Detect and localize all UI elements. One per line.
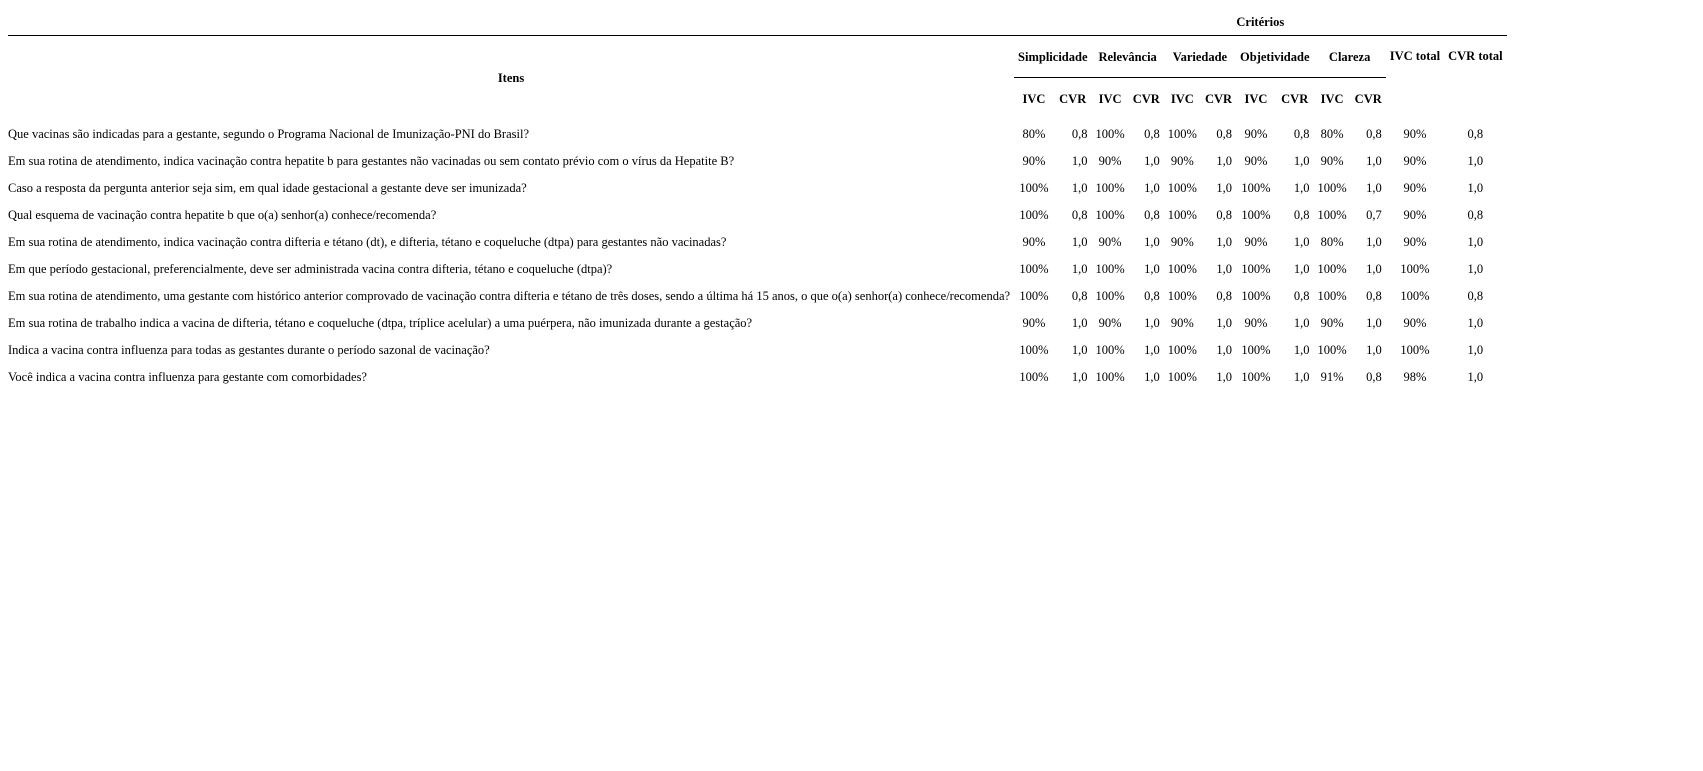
cell-value: 1,0 (1071, 369, 1088, 384)
sub-ivc: IVC (1022, 92, 1046, 106)
ivc-total-header: IVC total (1389, 49, 1441, 63)
cell-value: 80% (1320, 234, 1344, 249)
item-text: Que vacinas são indicadas para a gestante, segundo o Programa Nacional de Imunização-PNI do Brasil? (8, 126, 529, 141)
cell-value: 0,8 (1366, 288, 1382, 303)
item-text: Você indica a vacina contra influenza para gestante com comorbidades? (8, 369, 367, 384)
cell-value: 91% (1320, 369, 1344, 384)
ivc-total: 90% (1403, 234, 1427, 249)
cell-value: 0,8 (1216, 207, 1233, 222)
cell-value: 0,7 (1366, 207, 1382, 222)
cell-value: 0,8 (1293, 207, 1310, 222)
cell-value: 100% (1167, 288, 1197, 303)
ivc-total: 90% (1403, 126, 1427, 141)
cell-value: 100% (1019, 261, 1049, 276)
table-row (8, 174, 1507, 201)
group-simplicidade: Simplicidade (1014, 36, 1091, 78)
cell-value: 1,0 (1293, 180, 1310, 195)
cell-value: 1,0 (1144, 342, 1160, 357)
group-objetividade: Objetividade (1236, 36, 1313, 78)
cell-value: 0,8 (1366, 369, 1382, 384)
cell-value: 1,0 (1293, 369, 1310, 384)
cell-value: 1,0 (1071, 315, 1088, 330)
cell-value: 90% (1244, 234, 1268, 249)
cvr-total: 0,8 (1467, 288, 1484, 303)
sub-ivc: IVC (1170, 92, 1194, 106)
table-row (8, 363, 1507, 390)
cell-value: 1,0 (1071, 342, 1088, 357)
item-text: Qual esquema de vacinação contra hepatite b que o(a) senhor(a) conhece/recomenda? (8, 207, 437, 222)
cell-value: 1,0 (1293, 342, 1310, 357)
cell-value: 1,0 (1144, 369, 1160, 384)
cell-value: 1,0 (1144, 180, 1160, 195)
cell-value: 1,0 (1216, 342, 1233, 357)
table-row (8, 336, 1507, 363)
table-row (8, 282, 1507, 309)
cell-value: 1,0 (1216, 180, 1233, 195)
cell-value: 90% (1320, 153, 1344, 168)
cell-value: 0,8 (1366, 126, 1382, 141)
table-row (8, 147, 1507, 174)
cvr-total: 1,0 (1467, 153, 1484, 168)
cell-value: 90% (1098, 315, 1122, 330)
cell-value: 100% (1241, 207, 1271, 222)
cell-value: 100% (1241, 342, 1271, 357)
cell-value: 1,0 (1216, 315, 1233, 330)
cell-value: 90% (1320, 315, 1344, 330)
item-text: Em que período gestacional, preferencialmente, deve ser administrada vacina contra difteria, tétano e coqueluche (dtpa)? (8, 261, 613, 276)
cvr-total: 1,0 (1467, 261, 1484, 276)
item-text: Em sua rotina de atendimento, indica vacinação contra difteria e tétano (dt), e difteria, tétano e coqueluche (dtpa) para gestantes não vacinadas? (8, 234, 727, 249)
ivc-total: 90% (1403, 207, 1427, 222)
cell-value: 0,8 (1144, 126, 1160, 141)
cell-value: 100% (1167, 342, 1197, 357)
table-row (8, 120, 1507, 147)
cell-value: 100% (1095, 369, 1125, 384)
table-body (8, 120, 1507, 390)
cell-value: 0,8 (1071, 207, 1088, 222)
cell-value: 1,0 (1293, 261, 1310, 276)
cell-value: 90% (1244, 315, 1268, 330)
cell-value: 100% (1167, 369, 1197, 384)
cvr-total: 1,0 (1467, 234, 1484, 249)
ivc-total: 100% (1400, 288, 1430, 303)
cell-value: 90% (1170, 153, 1194, 168)
cell-value: 90% (1022, 153, 1046, 168)
ivc-total: 100% (1400, 342, 1430, 357)
validation-table (8, 8, 1507, 390)
sub-cvr: CVR (1132, 92, 1160, 106)
group-clareza: Clareza (1314, 36, 1386, 78)
items-header: Itens (497, 71, 525, 85)
cell-value: 1,0 (1366, 315, 1382, 330)
cvr-total: 1,0 (1467, 369, 1484, 384)
cell-value: 100% (1095, 180, 1125, 195)
cell-value: 1,0 (1216, 261, 1233, 276)
cell-value: 100% (1317, 288, 1347, 303)
cell-value: 1,0 (1216, 369, 1233, 384)
group-relevancia: Relevância (1092, 36, 1164, 78)
cell-value: 0,8 (1071, 126, 1088, 141)
cell-value: 0,8 (1216, 288, 1233, 303)
sub-ivc: IVC (1244, 92, 1268, 106)
cell-value: 90% (1098, 153, 1122, 168)
ivc-total: 90% (1403, 315, 1427, 330)
cell-value: 0,8 (1293, 288, 1310, 303)
sub-ivc: IVC (1098, 92, 1122, 106)
cell-value: 100% (1167, 261, 1197, 276)
ivc-total: 90% (1403, 153, 1427, 168)
sub-cvr: CVR (1059, 92, 1087, 106)
cell-value: 1,0 (1216, 153, 1233, 168)
cvr-total: 1,0 (1467, 342, 1484, 357)
cell-value: 100% (1317, 342, 1347, 357)
cell-value: 1,0 (1366, 180, 1382, 195)
cell-value: 80% (1320, 126, 1344, 141)
cell-value: 90% (1244, 126, 1268, 141)
ivc-total: 90% (1403, 180, 1427, 195)
cell-value: 1,0 (1144, 315, 1160, 330)
cell-value: 1,0 (1216, 234, 1233, 249)
table-row (8, 309, 1507, 336)
cell-value: 0,8 (1293, 126, 1310, 141)
cell-value: 100% (1095, 126, 1125, 141)
cell-value: 100% (1019, 369, 1049, 384)
cvr-total: 1,0 (1467, 315, 1484, 330)
item-text: Indica a vacina contra influenza para todas as gestantes durante o período sazonal de vacinação? (8, 342, 490, 357)
cell-value: 100% (1095, 207, 1125, 222)
cell-value: 100% (1019, 288, 1049, 303)
cell-value: 100% (1167, 180, 1197, 195)
cell-value: 90% (1098, 234, 1122, 249)
table-row (8, 201, 1507, 228)
cell-value: 1,0 (1293, 234, 1310, 249)
cell-value: 1,0 (1144, 234, 1160, 249)
sub-cvr: CVR (1354, 92, 1382, 106)
cell-value: 0,8 (1216, 126, 1233, 141)
group-variedade: Variedade (1164, 36, 1236, 78)
cell-value: 1,0 (1366, 234, 1382, 249)
cell-value: 100% (1095, 342, 1125, 357)
criteria-title: Critérios (1236, 14, 1285, 29)
cell-value: 80% (1022, 126, 1046, 141)
cell-value: 90% (1170, 234, 1194, 249)
cell-value: 1,0 (1366, 153, 1382, 168)
cell-value: 90% (1022, 234, 1046, 249)
cell-value: 100% (1167, 126, 1197, 141)
cell-value: 0,8 (1071, 288, 1088, 303)
cell-value: 100% (1241, 369, 1271, 384)
cell-value: 100% (1241, 288, 1271, 303)
item-text: Em sua rotina de trabalho indica a vacina de difteria, tétano e coqueluche (dtpa, tríplice acelular) a uma puérpera, não imunizada durante a gestação? (8, 315, 753, 330)
sub-cvr: CVR (1281, 92, 1309, 106)
item-text: Em sua rotina de atendimento, uma gestante com histórico anterior comprovado de vacinação contra difteria e tétano de três doses, sendo a última há 15 anos, o que o(a) senhor(a) conhece/recomenda? (8, 288, 1011, 303)
cell-value: 100% (1095, 288, 1125, 303)
cell-value: 90% (1022, 315, 1046, 330)
cell-value: 1,0 (1071, 180, 1088, 195)
cell-value: 100% (1095, 261, 1125, 276)
cell-value: 100% (1241, 261, 1271, 276)
cell-value: 1,0 (1071, 261, 1088, 276)
table-row (8, 228, 1507, 255)
cell-value: 100% (1019, 207, 1049, 222)
cell-value: 100% (1019, 342, 1049, 357)
sub-ivc: IVC (1320, 92, 1344, 106)
cvr-total: 1,0 (1467, 180, 1484, 195)
cell-value: 90% (1170, 315, 1194, 330)
table-row (8, 255, 1507, 282)
cell-value: 1,0 (1293, 315, 1310, 330)
ivc-total: 100% (1400, 261, 1430, 276)
cell-value: 100% (1317, 261, 1347, 276)
item-text: Caso a resposta da pergunta anterior seja sim, em qual idade gestacional a gestante deve ser imunizada? (8, 180, 527, 195)
cell-value: 100% (1019, 180, 1049, 195)
cvr-total-header: CVR total (1448, 49, 1503, 63)
cell-value: 100% (1241, 180, 1271, 195)
cell-value: 0,8 (1144, 207, 1160, 222)
cell-value: 1,0 (1366, 261, 1382, 276)
cvr-total: 0,8 (1467, 207, 1484, 222)
cell-value: 100% (1167, 207, 1197, 222)
item-text: Em sua rotina de atendimento, indica vacinação contra hepatite b para gestantes não vacinadas ou sem contato prévio com o vírus da Hepatite B? (8, 153, 735, 168)
ivc-total: 98% (1403, 369, 1427, 384)
cell-value: 1,0 (1071, 234, 1088, 249)
sub-cvr: CVR (1204, 92, 1233, 106)
cell-value: 1,0 (1144, 261, 1160, 276)
cell-value: 1,0 (1293, 153, 1310, 168)
cvr-total: 0,8 (1467, 126, 1484, 141)
cell-value: 1,0 (1366, 342, 1382, 357)
cell-value: 0,8 (1144, 288, 1160, 303)
cell-value: 100% (1317, 207, 1347, 222)
cell-value: 1,0 (1071, 153, 1088, 168)
cell-value: 1,0 (1144, 153, 1160, 168)
cell-value: 90% (1244, 153, 1268, 168)
cell-value: 100% (1317, 180, 1347, 195)
header-spacer (8, 8, 1014, 36)
